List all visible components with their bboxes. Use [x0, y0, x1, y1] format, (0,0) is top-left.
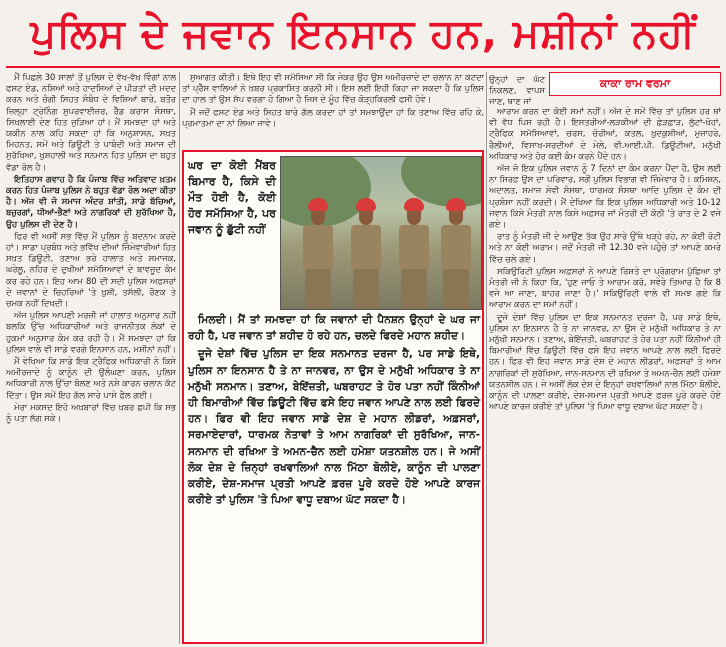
paragraph: ਸਕਿਉਰਿਟੀ ਪੁਲਿਸ ਅਫ਼ਸਰਾਂ ਨੇ ਆਪਣੇ ਰਿਸ਼ਤੇ ਦਾ ਪ੍ਰੋਗਰਾਮ ਪੁੱਛਿਆ ਤਾਂ ਮੰਤਰੀ ਜੀ ਨੇ ਕਿਹਾ ਕਿ, 'ਹੁਣ ਜਾਓ ਤੇ ਆਰਾਮ ਕਰੋ, ਸਵੇਰੇ ਤਿਆਰ ਹੈ ਕਿ 8 ਵਜੇ ਆ ਜਾਣਾ, ਬਾਹਰ ਜਾਣਾ ਹੈ।' ਸਕਿਉਰਿਟੀ ਵਾਲੇ ਵੀ ਸਮਝ ਗਏ ਕਿ ਆਰਾਮ ਕਰਨ ਦਾ ਸਮਾਂ ਨਹੀਂ। — [489, 265, 721, 310]
paragraph: ਅੱਜ ਪੁਲਿਸ ਆਪਣੀ ਮਰਜ਼ੀ ਜਾਂ ਹਾਲਾਤ ਅਨੁਸਾਰ ਨਹੀਂ ਬਲਕਿ ਉੱਚ ਅਧਿਕਾਰੀਆਂ ਅਤੇ ਰਾਜਨੀਤਕ ਲੋਕਾਂ ਦੇ ਹੁਕਮਾਂ ਅਨੁਸਾਰ ਕੰਮ ਕਰ ਰਹੀ ਹੈ। ਮੈਂ ਸਮਝਦਾ ਹਾਂ ਕਿ ਪੁਲਿਸ ਵਾਲੇ ਵੀ ਸਾਡੇ ਵਰਗੇ ਇਨਸਾਨ ਹਨ, ਮਸ਼ੀਨਾਂ ਨਹੀਂ। — [6, 310, 176, 354]
box-text — [188, 312, 480, 510]
highlight-box — [182, 150, 484, 644]
author-name: ਕਾਕਾ ਰਾਮ ਵਰਮਾ — [599, 77, 671, 91]
paragraph: ਰਾਤ ਨੂੰ ਮੰਤਰੀ ਜੀ ਦੇ ਆਉਣ ਤੱਕ ਉਹ ਸਾਰੇ ਉੱਥੇ ਖੜ੍ਹੇ ਰਹੇ, ਨਾ ਕੋਈ ਰੋਟੀ ਅਤੇ ਨਾ ਕੋਈ ਅਰਾਮ। ਜਦੋਂ ਮੰਤਰੀ ਜੀ 12.30 ਵਜੇ ਪਹੁੰਚੇ ਤਾਂ ਆਪਣੇ ਕਮਰੇ ਵਿੱਚ ਚਲੇ ਗਏ। — [489, 231, 721, 264]
bold-text: ਇਤਿਹਾਸ ਗਵਾਹ ਹੈ ਕਿ ਪੰਜਾਬ ਵਿੱਚ ਅਤਿਵਾਦ ਖ਼ਤਮ ਕਰਨ ਹਿਤ ਪੰਜਾਬ ਪੁਲਿਸ ਨੇ ਬਹੁਤ ਵੱਡਾ ਰੋਲ ਅਦਾ ਕੀਤਾ ਹੈ। ਅੱਜ ਵੀ ਜੋ ਸਮਾਜ ਅੰਦਰ ਸ਼ਾਂਤੀ, ਸਾਡੇ ਬੱਚਿਆਂ, ਬਜ਼ੁਰਗਾਂ, ਧੀਆਂ-ਭੈਣਾਂ ਅਤੇ ਨਾਗਰਿਕਾਂ ਦੀ ਸੁਰੱਖਿਆ ਹੈ, ਉਹ ਪੁਲਿਸ ਦੀ ਦੇਣ ਹੈ। — [6, 173, 176, 229]
paragraph: ਆਰਾਮ ਕਰਨ ਦਾ ਕੋਈ ਸਮਾਂ ਨਹੀਂ। ਅੱਜ ਦੇ ਸਮੇਂ ਵਿੱਚ ਤਾਂ ਪੁਲਿਸ ਹਰ ਥਾਂ ਵੀ ਵੱਧ ਪਿਸ ਰਹੀ ਹੈ। ਇਸਤਰੀਆਂ-ਲੜਕੀਆਂ ਦੀ ਛੇੜਛਾੜ, ਲੁੱਟਾਂ-ਖੋਹਾਂ, ਟ੍ਰੈਫਿਕ ਸਮੱਸਿਆਵਾਂ, ਚਰਸ, ਚੋਰੀਆਂ, ਕਤਲ, ਖ਼ੁਦਕੁਸ਼ੀਆਂ, ਮੁਜ਼ਾਹਰੇ, ਰੈਲੀਆਂ, ਵਿਸਾਖ-ਸਰਦੀਆਂ ਦੇ ਮੇਲੇ, ਵੀ.ਆਈ.ਪੀ. ਡਿਊਟੀਆਂ, ਮਨੁੱਖੀ ਅਧਿਕਾਰ ਅਤੇ ਹੋਰ ਕਈ ਕੰਮ ਕਰਨੇ ਪੈਂਦੇ ਹਨ। — [489, 106, 721, 161]
paragraph: ਮਿਲਦੀ। ਮੈਂ ਤਾਂ ਸਮਝਦਾ ਹਾਂ ਕਿ ਜਵਾਨਾਂ ਦੀ ਪੈਨਸ਼ਨ ਉਨ੍ਹਾਂ ਦੇ ਘਰ ਜਾ ਰਹੀ ਹੈ, ਪਰ ਜਵਾਨ ਤਾਂ ਸ਼ਹੀਦ ਹੋ ਰਹੇ ਹਨ, ਚਲਦੇ ਫਿਰਦੇ ਮਹਾਨ ਸ਼ਹੀਦ। — [188, 314, 480, 343]
column-middle-top — [182, 72, 484, 150]
headline-text: ਪੁਲਿਸ ਦੇ ਜਵਾਨ ਇਨਸਾਨ ਹਨ, ਮਸ਼ੀਨਾਂ ਨਹੀਂ — [30, 11, 696, 57]
paragraph: ਮੈਂ ਪਿਛਲੇ 30 ਸਾਲਾਂ ਤੋਂ ਪੁਲਿਸ ਦੇ ਵੱਖ-ਵੱਖ ਵਿੰਗਾਂ ਨਾਲ ਫਸਟ ਏਡ, ਨਸ਼ਿਆਂ ਅਤੇ ਹਾਦਸਿਆਂ ਦੇ ਪੀੜਤਾਂ ਦੀ ਮਦਦ ਕਰਨ ਅਤੇ ਚੰਗੀ ਸਿਹਤ ਸੰਬੰਧ ਦੇ ਵਿਸ਼ਿਆਂ ਬਾਰੇ, ਬਤੌਰ ਜ਼ਿਲ੍ਹਾ ਟ੍ਰੇਨਿੰਗ ਸੁਪਰਵਾਈਜ਼ਰ, ਰੈੱਡ ਕਰਾਸ ਸੰਸਥਾ, ਸਿਖਲਾਈ ਦੇਣ ਹਿਤ ਜੁੜਿਆ ਹਾਂ। ਮੈਂ ਸਮਝਦਾ ਹਾਂ ਅਤੇ ਯਕੀਨ ਨਾਲ ਕਹਿ ਸਕਦਾ ਹਾਂ ਕਿ ਅਨੁਸ਼ਾਸਨ, ਸਖ਼ਤ ਮਿਹਨਤ, ਸਮੇਂ ਅਤੇ ਡਿਊਟੀ ਤੇ ਪਾਬੰਦੀ ਅਤੇ ਸਮਾਜ ਦੀ ਸੁਰੱਖਿਆ, ਖੁਸ਼ਹਾਲੀ ਅਤੇ ਸਨਮਾਨ ਹਿਤ ਪੁਲਿਸ ਦਾ ਬਹੁਤ ਵੱਡਾ ਰੋਲ ਹੈ। — [6, 72, 176, 172]
paragraph: ਸੁਆਗਤ ਕੀਤੀ। ਇਥੇ ਇਹ ਵੀ ਸਮੱਸਿਆ ਸੀ ਕਿ ਜੇਕਰ ਉਹ ਉਸ ਅਮੀਰਜ਼ਾਦੇ ਦਾ ਚਲਾਨ ਨਾ ਕਟਦਾ ਤਾਂ ਪ੍ਰੈੱਸ ਵਾਲਿਆਂ ਨੇ ਖ਼ਬਰ ਪ੍ਰਕਾਸ਼ਿਤ ਕਰਨੀ ਸੀ। ਇਸ ਲਈ ਇਹੀ ਕਿਹਾ ਜਾ ਸਕਦਾ ਹੈ ਕਿ ਪੁਲਿਸ ਦਾ ਹਾਲ ਤਾਂ ਉਸ ਸੱਪ ਵਰਗਾ ਹੋ ਗਿਆ ਹੈ ਜਿਸ ਦੇ ਮੂੰਹ ਵਿੱਚ ਕੋੜ੍ਹਕਿਰਲੀ ਫਸੀ ਹੋਵੇ। — [182, 72, 484, 105]
column-divider — [486, 72, 487, 644]
column-right — [489, 72, 721, 644]
police-figure — [399, 198, 429, 309]
paragraph: ਅੱਜ ਜੋ ਇਕ ਪੁਲਿਸ ਜਵਾਨ ਨੂੰ 7 ਦਿਨਾਂ ਦਾ ਕੰਮ ਕਰਨਾ ਪੈਂਦਾ ਹੈ, ਉਸ ਲਈ ਨਾ ਸਿਰਫ਼ ਉਸ ਦਾ ਪਰਿਵਾਰ, ਸਗੋਂ ਪੁਲਿਸ ਵਿਭਾਗ ਵੀ ਜ਼ਿੰਮੇਵਾਰ ਹੈ। ਕਮਿਸ਼ਨ, ਅਦਾਲਤ, ਸਮਾਜ ਸੇਵੀ ਸੰਸਥਾ, ਧਾਰਮਕ ਸੰਸਥਾ ਆਦਿ ਪੁਲਿਸ ਦੇ ਕੰਮ ਦੀ ਪ੍ਰਸ਼ੰਸਾ ਨਹੀਂ ਕਰਦੀ। ਮੈਂ ਦੇਖਿਆ ਕਿ ਇਕ ਪੁਲਿਸ ਅਧਿਕਾਰੀ ਅਤੇ 10-12 ਜਵਾਨ ਕਿਸੇ ਮੰਤਰੀ ਨਾਲ ਕਿਸੇ ਅਫ਼ਸਰ ਜਾਂ ਮੰਤਰੀ ਦੀ ਕੋਠੀ 'ਤੇ ਰਾਤ ਦੇ 2 ਵਜੇ ਗਏ। — [489, 163, 721, 230]
paragraph: ਮੈਂ ਵੇਖਿਆ ਕਿ ਸਾਡੇ ਇਕ ਟ੍ਰੈਫਿਕ ਅਧਿਕਾਰੀ ਨੇ ਕਿਸੇ ਅਮੀਰਜ਼ਾਦੇ ਨੂੰ ਕਾਨੂੰਨ ਦੀ ਉਲੰਘਣਾ ਕਰਨ, ਪੁਲਿਸ ਅਧਿਕਾਰੀ ਨਾਲ ਉੱਚਾ ਬੋਲਣ ਅਤੇ ਨਸ਼ੇ ਕਾਰਨ ਚਲਾਨ ਕੱਟ ਦਿੱਤਾ। ਉਸ ਸਮੇਂ ਇਹ ਗੱਲ ਸਾਰੇ ਪਾਸੇ ਫੈਲ ਗਈ। — [6, 356, 176, 400]
paragraph: ਦੂਜੇ ਦੇਸ਼ਾਂ ਵਿੱਚ ਪੁਲਿਸ ਦਾ ਇਕ ਸਨਮਾਨਤ ਦਰਜਾ ਹੈ, ਪਰ ਸਾਡੇ ਇਥੇ, ਪੁਲਿਸ ਨਾ ਇਨਸਾਨ ਹੈ ਤੇ ਨਾ ਜਾਨਵਰ, ਨਾ ਉਸ ਦੇ ਮਨੁੱਖੀ ਅਧਿਕਾਰ ਤੇ ਨਾ ਮਨੁੱਖੀ ਸਨਮਾਨ। ਤਣਾਅ, ਬੇਇੱਜ਼ਤੀ, ਘਬਰਾਹਟ ਤੇ ਹੋਰ ਪਤਾ ਨਹੀਂ ਕਿੰਨੀਆਂ ਹੀ ਬਿਮਾਰੀਆਂ ਵਿੱਚ ਡਿਊਟੀ ਵਿੱਚ ਫਸੇ ਇਹ ਜਵਾਨ ਆਪਣੇ ਨਾਲ ਲਈ ਫਿਰਦੇ ਹਨ। ਫਿਰ ਵੀ ਇਹ ਜਵਾਨ ਸਾਡੇ ਦੇਸ਼ ਦੇ ਮਹਾਨ ਲੀਡਰਾਂ, ਅਫ਼ਸਰਾਂ ਤੇ ਆਮ ਨਾਗਰਿਕਾਂ ਦੀ ਸੁਰੱਖਿਆ, ਜਾਨ-ਸਨਮਾਨ ਦੀ ਰਖਿਆ ਤੇ ਅਮਨ-ਚੈਨ ਲਈ ਹਮੇਸ਼ਾ ਯਤਨਸ਼ੀਲ ਹਨ। ਜੇ ਅਸੀਂ ਲੋਕ ਦੇਸ਼ ਦੇ ਇਨ੍ਹਾਂ ਰਖਵਾਲਿਆਂ ਨਾਲ ਮਿੱਠਾ ਬੋਲੀਏ, ਕਾਨੂੰਨ ਦੀ ਪਾਲਣਾ ਕਰੀਏ, ਦੇਸ਼-ਸਮਾਜ ਪ੍ਰਤੀ ਆਪਣੇ ਫ਼ਰਜ਼ ਪੂਰੇ ਕਰਦੇ ਹੋਏ ਆਪਣੇ ਕਾਰਜ ਕਰੀਏ ਤਾਂ ਪੁਲਿਸ 'ਤੇ ਪਿਆ ਵਾਧੂ ਦਬਾਅ ਘੱਟ ਸਕਦਾ ਹੈ। — [489, 311, 721, 412]
paragraph: ਮੈਂ ਜਦੋਂ ਫਸਟ ਏਡ ਅਤੇ ਸਿਹਤ ਬਾਰੇ ਗੱਲ ਕਰਦਾ ਹਾਂ ਤਾਂ ਸਮਝਾਉਂਦਾ ਹਾਂ ਕਿ ਤਣਾਅ ਵਿੱਚ ਰਹਿ ਕੇ, ਪ੍ਰਮਾਤਮਾ ਦਾ ਨਾਂ ਲਿਆ ਜਾਵੇ। — [182, 106, 484, 128]
police-figure — [441, 198, 471, 309]
byline-side-text: ਉਨ੍ਹਾਂ ਦਾ ਘੱਟ ਨਿਕਲਣ, ਵਾਪਸ ਜਾਣ, ਥਾਣ ਜਾਂ — [489, 74, 545, 107]
paragraph: ਮੇਰਾ ਮਕਸਦ ਇਹੋ ਅਖ਼ਬਾਰਾਂ ਵਿੱਚ ਖ਼ਬਰ ਛਪੀ ਕਿ ਸਭ ਨੂੰ ਪਤਾ ਲੱਗ ਸਕੇ। — [6, 401, 176, 424]
column-right-body — [489, 106, 721, 644]
paragraph — [6, 174, 176, 230]
headline — [0, 0, 726, 68]
paragraph: ਦੂਜੇ ਦੇਸ਼ਾਂ ਵਿੱਚ ਪੁਲਿਸ ਦਾ ਇਕ ਸਨਮਾਨਤ ਦਰਜਾ ਹੈ, ਪਰ ਸਾਡੇ ਇਥੇ, ਪੁਲਿਸ ਨਾ ਇਨਸਾਨ ਹੈ ਤੇ ਨਾ ਜਾਨਵਰ, ਨਾ ਉਸ ਦੇ ਮਨੁੱਖੀ ਅਧਿਕਾਰ ਤੇ ਨਾ ਮਨੁੱਖੀ ਸਨਮਾਨ। ਤਣਾਅ, ਬੇਇੱਜ਼ਤੀ, ਘਬਰਾਹਟ ਤੇ ਹੋਰ ਪਤਾ ਨਹੀਂ ਕਿੰਨੀਆਂ ਹੀ ਬਿਮਾਰੀਆਂ ਵਿੱਚ ਡਿਊਟੀ ਵਿੱਚ ਫਸੇ ਇਹ ਜਵਾਨ ਆਪਣੇ ਨਾਲ ਲਈ ਫਿਰਦੇ ਹਨ। ਫਿਰ ਵੀ ਇਹ ਜਵਾਨ ਸਾਡੇ ਦੇਸ਼ ਦੇ ਮਹਾਨ ਲੀਡਰਾਂ, ਅਫ਼ਸਰਾਂ, ਸਰਮਾਏਦਾਰਾਂ, ਧਾਰਮਕ ਨੇਤਾਵਾਂ ਤੇ ਆਮ ਨਾਗਰਿਕਾਂ ਦੀ ਸੁਰੱਖਿਆ, ਜਾਨ-ਸਨਮਾਨ ਦੀ ਰਖਿਆ ਤੇ ਅਮਨ-ਚੈਨ ਲਈ ਹਮੇਸ਼ਾ ਯਤਨਸ਼ੀਲ ਹਨ। ਜੇ ਅਸੀਂ ਲੋਕ ਦੇਸ਼ ਦੇ ਜ਼ਿਨ੍ਹਾਂ ਰਖਵਾਲਿਆਂ ਨਾਲ ਮਿੱਠਾ ਬੋਲੀਏ, ਕਾਨੂੰਨ ਦੀ ਪਾਲਣਾ ਕਰੀਏ, ਦੇਸ਼-ਸਮਾਜ ਪ੍ਰਤੀ ਆਪਣੇ ਫ਼ਰਜ਼ ਪੂਰੇ ਕਰਦੇ ਹੋਏ ਆਪਣੇ ਕਾਰਜ ਕਰੀਏ ਤਾਂ ਪੁਲਿਸ 'ਤੇ ਪਿਆ ਵਾਧੂ ਦਬਾਅ ਘੱਟ ਸਕਦਾ ਹੈ। — [188, 348, 480, 507]
author-byline — [549, 72, 721, 96]
police-figure — [351, 198, 381, 309]
police-photo — [280, 156, 482, 310]
police-figure — [303, 198, 333, 309]
headline-rule — [6, 66, 720, 68]
pull-quote: ਘਰ ਦਾ ਕੋਈ ਮੈਂਬਰ ਬਿਮਾਰ ਹੈ, ਕਿਸੇ ਦੀ ਮੌਤ ਹੋਈ ਹੈ, ਕੋਈ ਹੋਰ ਸਮੱਸਿਆ ਹੈ, ਪਰ ਜਵਾਨ ਨੂੰ ਛੁੱਟੀ ਨਹੀਂ — [188, 159, 276, 236]
column-divider — [179, 72, 180, 644]
column-left — [6, 72, 176, 644]
paragraph: ਫਿਰ ਵੀ ਅਸੀਂ ਸਭ ਵਿੱਚ ਮੈਂ ਪੁਲਿਸ ਨੂੰ ਬਦਨਾਮ ਕਰਦੇ ਹਾਂ। ਸਾਡਾ ਪ੍ਰਬੰਧ ਅਤੇ ਭਵਿੱਖ ਦੀਆਂ ਜ਼ਿੰਮੇਵਾਰੀਆਂ ਹਿਤ ਸਖ਼ਤ ਡਿਊਟੀ, ਤਣਾਅ ਭਰੇ ਹਾਲਾਤ ਅਤੇ ਸਮਾਜਕ, ਘਰੇਲੂ, ਨਹਿਰ ਦੇ ਦੁਖੀਆਂ ਸਮੱਸਿਆਵਾਂ ਦੇ ਬਾਵਜੂਦ ਕੰਮ ਕਰ ਰਹੇ ਹਨ। ਇਹ ਆਮ 80 ਦੀ ਸਦੀ ਪੁਲਿਸ ਅਫ਼ਸਰਾਂ ਦੇ ਜਵਾਨਾਂ ਦੇ ਚਿਹਰਿਆਂ 'ਤੇ ਖ਼ੁਸ਼ੀ, ਤਸੱਲੀ, ਰੌਣਕ ਤੇ ਚਮਕ ਨਹੀਂ ਦਿਖਦੀ। — [6, 230, 176, 309]
